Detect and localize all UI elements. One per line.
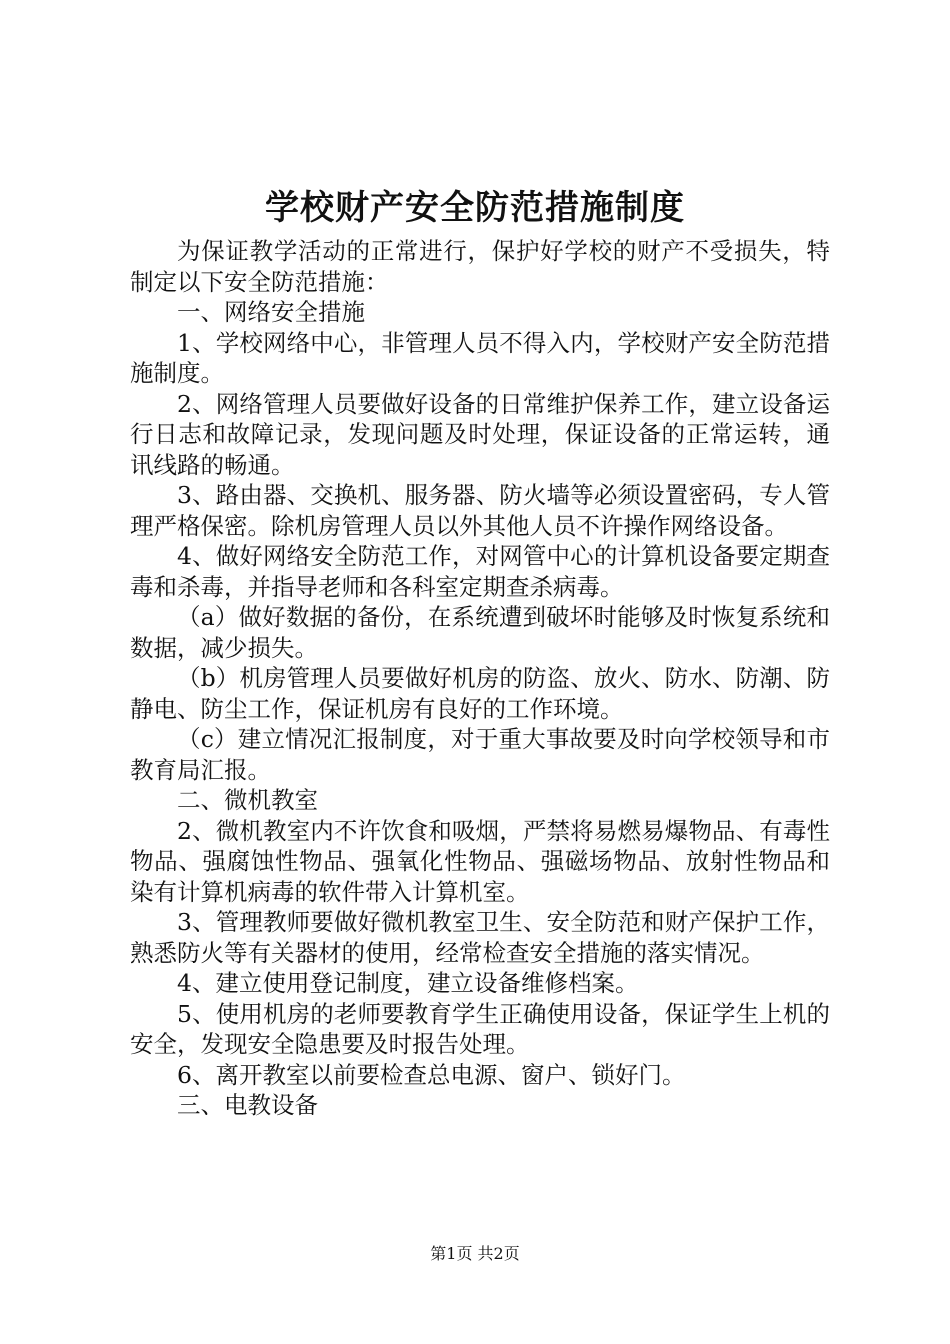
paragraph: 5、使用机房的老师要教育学生正确使用设备，保证学生上机的安全，发现安全隐患要及时报告处理。: [130, 999, 830, 1058]
document-body: [130, 236, 830, 1121]
paragraph: （c）建立情况汇报制度，对于重大事故要及时向学校领导和市教育局汇报。: [130, 725, 830, 784]
paragraph: （b）机房管理人员要做好机房的防盗、放火、防水、防潮、防静电、防尘工作，保证机房有良好的工作环境。: [130, 664, 830, 723]
paragraph: （a）做好数据的备份，在系统遭到破坏时能够及时恢复系统和数据，减少损失。: [130, 603, 830, 662]
intro-paragraph: 为保证教学活动的正常进行，保护好学校的财产不受损失，特制定以下安全防范措施：: [130, 237, 830, 296]
paragraph: 4、建立使用登记制度，建立设备维修档案。: [177, 969, 639, 997]
paragraph: 2、网络管理人员要做好设备的日常维护保养工作，建立设备运行日志和故障记录，发现问题及时处理，保证设备的正常运转，通讯线路的畅通。: [130, 389, 830, 479]
paragraph: 3、路由器、交换机、服务器、防火墙等必须设置密码，专人管理严格保密。除机房管理人员以外其他人员不许操作网络设备。: [130, 481, 830, 540]
paragraph: 6、离开教室以前要检查总电源、窗户、锁好门。: [177, 1060, 686, 1089]
section-heading-network: 一、网络安全措施: [177, 298, 365, 326]
paragraph: 4、做好网络安全防范工作，对网管中心的计算机设备要定期查毒和杀毒，并指导老师和各科室定期查杀病毒。: [130, 542, 830, 601]
section-heading-computer-room: 二、微机教室: [177, 786, 318, 814]
page-footer: 第1页 共2页: [430, 1244, 520, 1263]
paragraph: 2、微机教室内不许饮食和吸烟，严禁将易燃易爆物品、有毒性物品、强腐蚀性物品、强氧化性物品、强磁场物品、放射性物品和染有计算机病毒的软件带入计算机室。: [130, 816, 830, 906]
paragraph: 1、学校网络中心，非管理人员不得入内，学校财产安全防范措施制度。: [130, 328, 830, 387]
document-title: 学校财产安全防范措施制度: [265, 188, 685, 228]
paragraph: 3、管理教师要做好微机教室卫生、安全防范和财产保护工作，熟悉防火等有关器材的使用，经常检查安全措施的落实情况。: [130, 908, 830, 967]
section-heading-av-equipment: 三、电教设备: [177, 1091, 318, 1119]
